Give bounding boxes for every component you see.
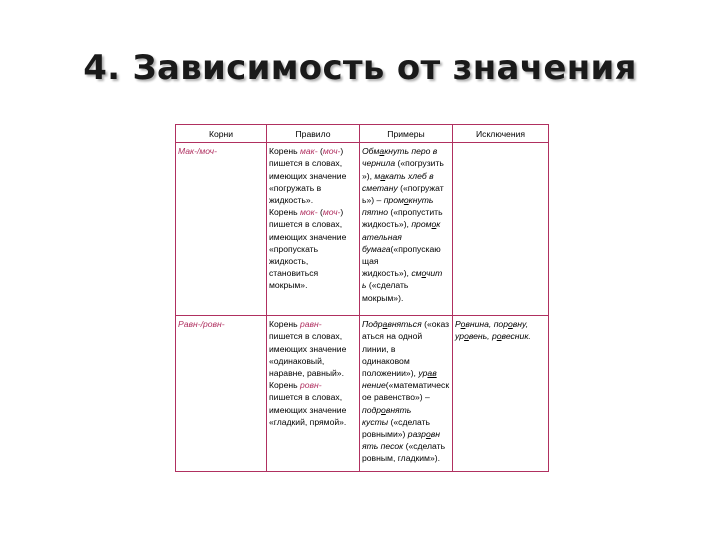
root-cell: Мак-/моч- [176,143,267,316]
exceptions-cell [453,143,549,316]
examples-cell: Обмакнуть перо в чернила («погрузить »), макать хлеб в сметану («погружат ь») – промокнуть пятно («пропустить жидкость»), промок ательная бумага(«пропускаю щая жидкость»), смочит ь («сделать мокрым»). [360,143,453,316]
header-roots: Корни [176,125,267,143]
rule-cell: Корень мак- (моч-) пишется в словах, имеющих значение «погружать в жидкость». Корень мок- (моч-) пишется в словах, имеющих значение «пропускать жидкость, становиться мокрым». [267,143,360,316]
rule-cell: Корень равн- пишется в словах, имеющих значение «одинаковый, наравне, равный». Корень ровн- пишется в словах, имеющих значение «гладкий, прямой». [267,316,360,471]
header-exceptions: Исключения [453,125,549,143]
exceptions-cell: Ровнина, поровну, уровень, ровесник. [453,316,549,471]
header-rule: Правило [267,125,360,143]
page-title: 4. Зависимость от значения [83,48,637,88]
table-row [176,143,549,316]
rules-table [175,124,549,472]
table-row [176,316,549,471]
examples-cell: Подравняться («оказ аться на одной линии, в одинаковом положении»), урав нение(«математическ ое равенство») – подровнять кусты («сделать ровными») разровн ять песок («сделать ровным, гладким»). [360,316,453,471]
root-cell: Равн-/ровн- [176,316,267,471]
table-header-row [176,125,549,143]
header-examples: Примеры [360,125,453,143]
